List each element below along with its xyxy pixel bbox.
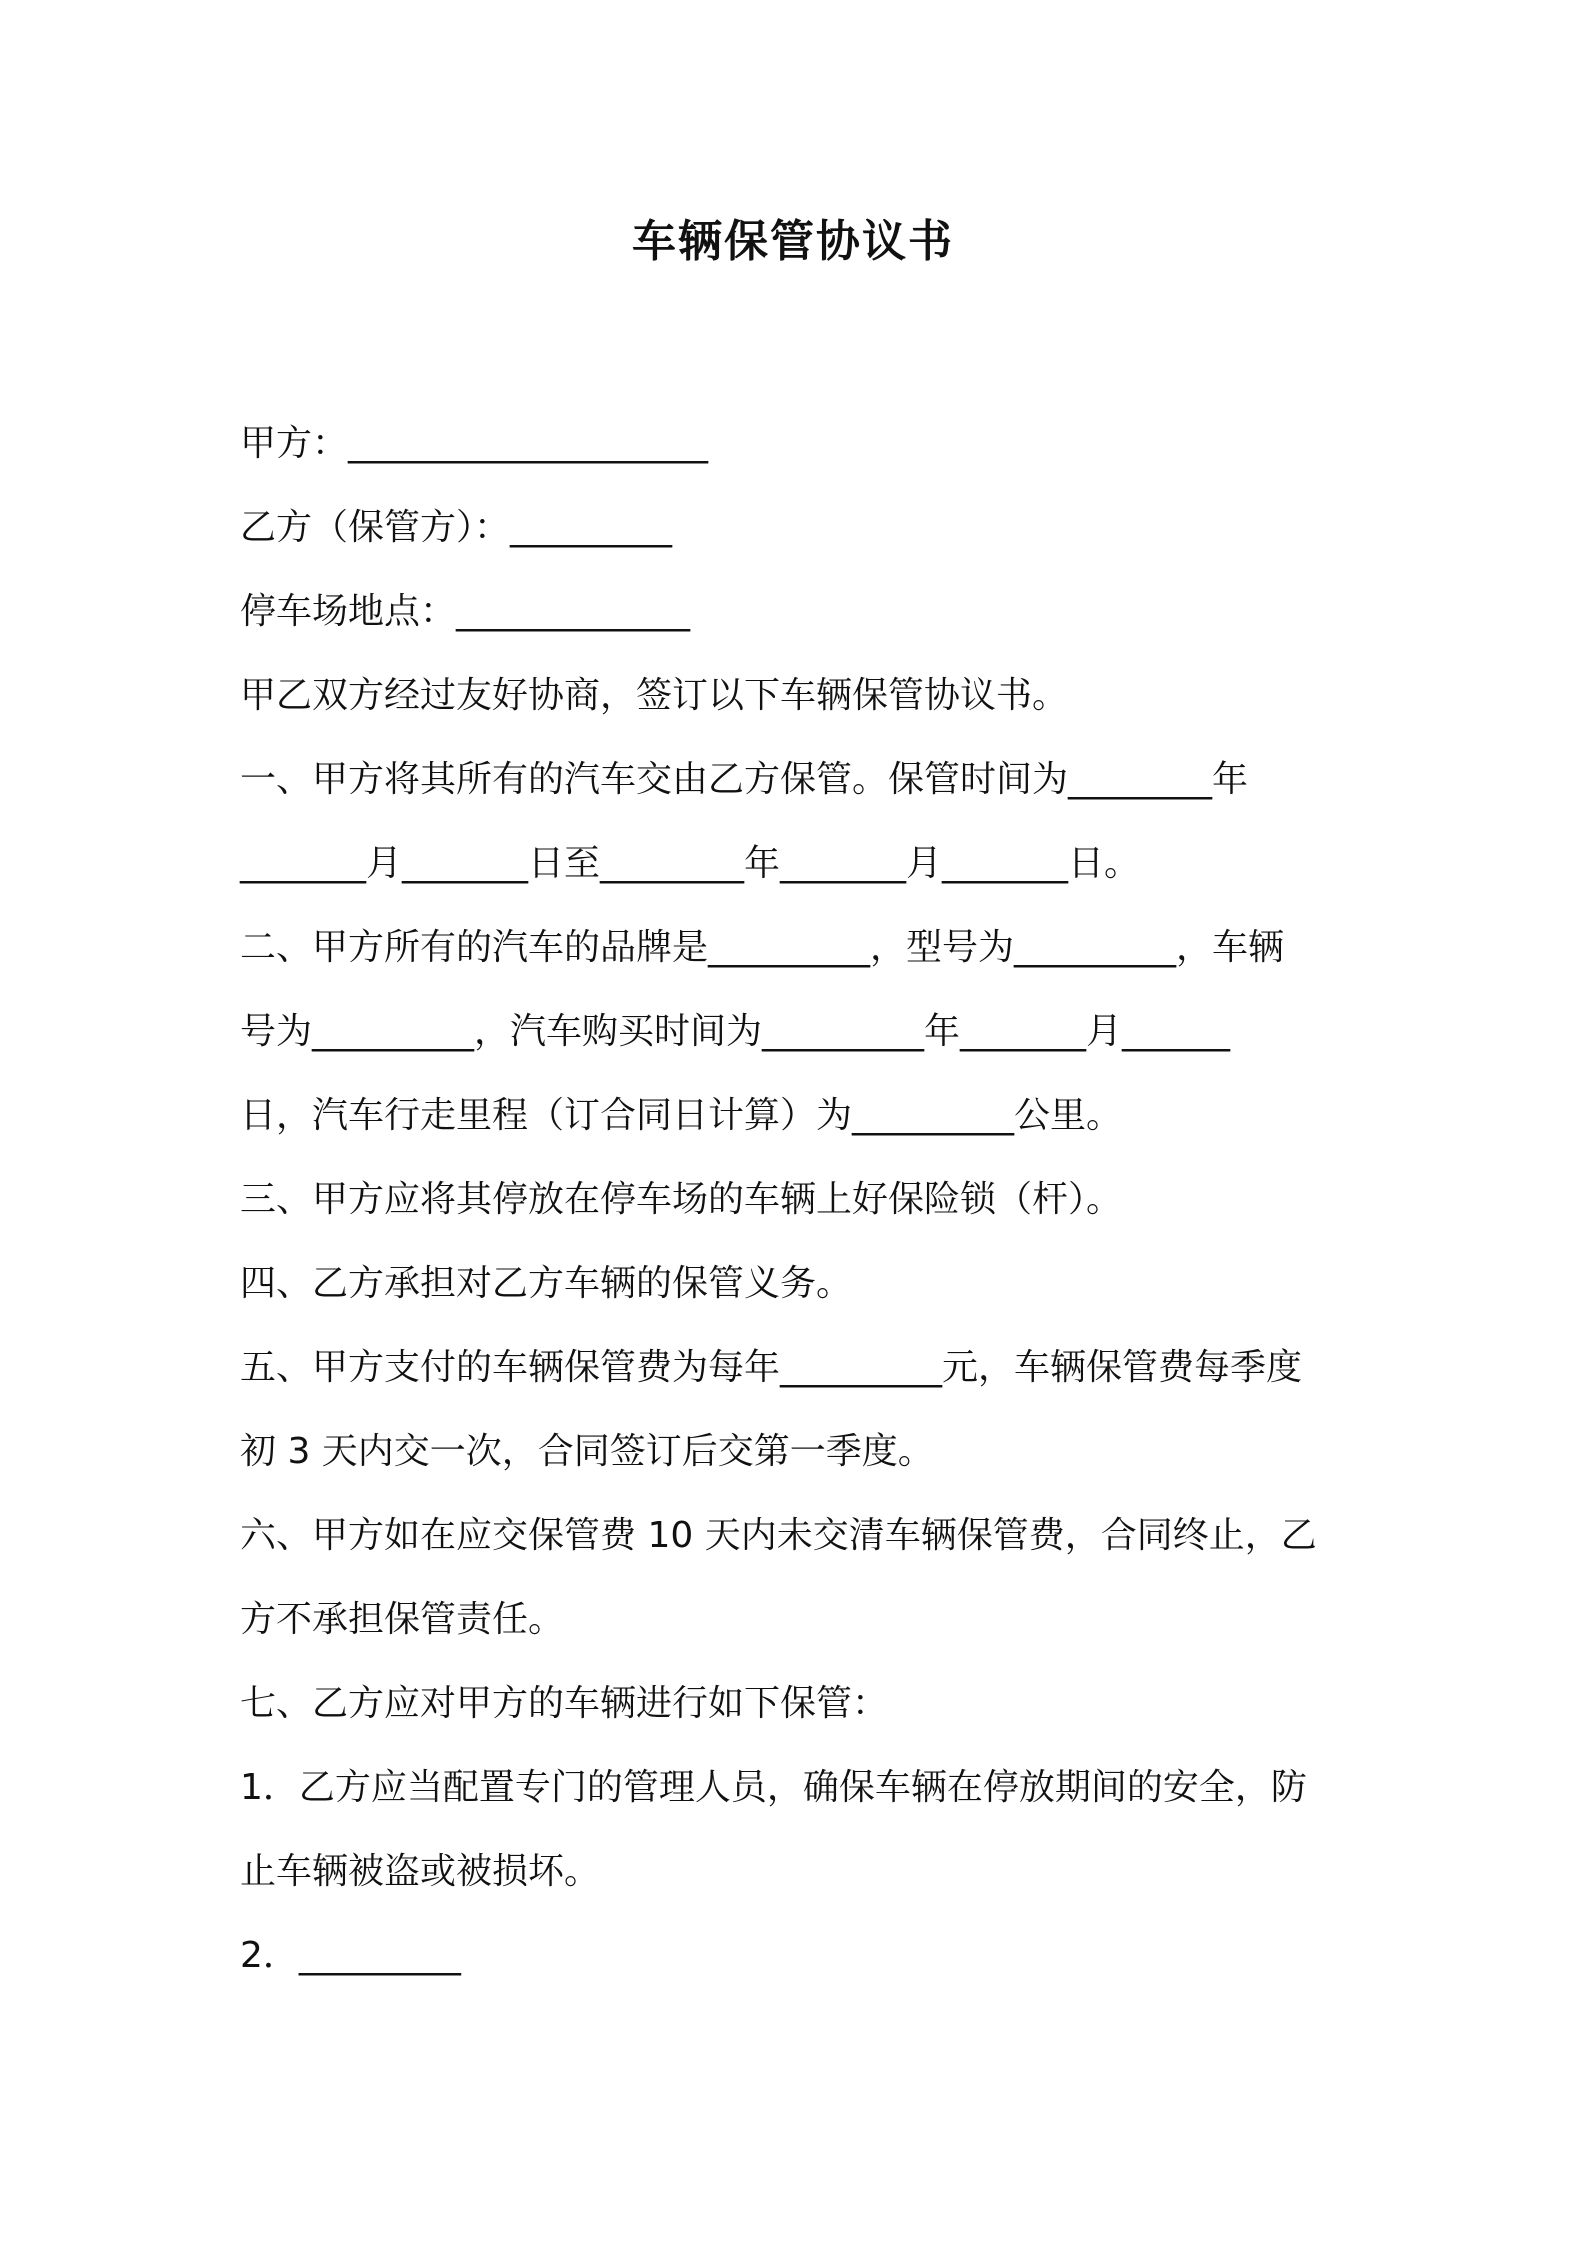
clause-2-line-3: 日，汽车行走里程（订合同日计算）为_________公里。 (240, 1095, 1123, 1136)
parking-location-line: 停车场地点：_____________ (240, 591, 691, 632)
document-body (240, 402, 1360, 1998)
clause-5-line-1: 五、甲方支付的车辆保管费为每年_________元，车辆保管费每季度 (240, 1347, 1303, 1388)
clause-7-item-2-line: 2．_________ (240, 1935, 461, 1976)
clause-2-line-1: 二、甲方所有的汽车的品牌是_________，型号为_________，车辆 (240, 927, 1285, 968)
clause-1-line-2: _______月_______日至________年_______月_______日。 (240, 843, 1140, 884)
clause-7-line: 七、乙方应对甲方的车辆进行如下保管： (240, 1683, 889, 1724)
clause-5-line-2: 初 3 天内交一次，合同签订后交第一季度。 (240, 1431, 934, 1472)
clause-2-line-2: 号为_________，汽车购买时间为_________年_______月______ (240, 1011, 1231, 1052)
clause-6-line-1: 六、甲方如在应交保管费 10 天内未交清车辆保管费，合同终止，乙 (240, 1515, 1317, 1556)
clause-3-line: 三、甲方应将其停放在停车场的车辆上好保险锁（杆）。 (240, 1179, 1123, 1220)
clause-6-line-2: 方不承担保管责任。 (240, 1599, 565, 1640)
clause-7-item-1-line-2: 止车辆被盗或被损坏。 (240, 1851, 601, 1892)
document-title: 车辆保管协议书 (632, 216, 954, 267)
clause-4-line: 四、乙方承担对乙方车辆的保管义务。 (240, 1263, 853, 1304)
intro-line: 甲乙双方经过友好协商，签订以下车辆保管协议书。 (240, 675, 1069, 716)
clause-7-item-1-line-1: 1．乙方应当配置专门的管理人员，确保车辆在停放期间的安全，防 (240, 1767, 1307, 1808)
clause-1-line-1: 一、甲方将其所有的汽车交由乙方保管。保管时间为________年 (240, 759, 1249, 800)
party-b-line: 乙方（保管方）：_________ (240, 507, 673, 548)
party-a-line: 甲方：____________________ (240, 423, 709, 464)
